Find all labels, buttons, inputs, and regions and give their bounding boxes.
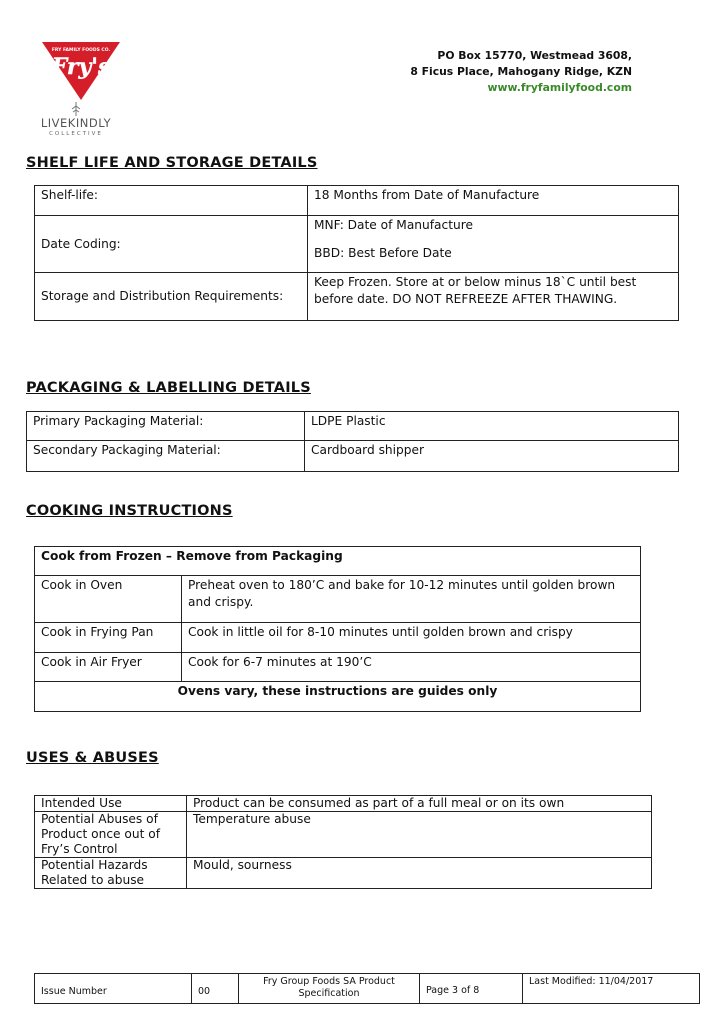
table-row xyxy=(35,858,652,889)
table-cell xyxy=(308,216,679,273)
table-row xyxy=(35,974,700,1004)
date-code-mnf: MNF: Date of Manufacture xyxy=(314,218,473,232)
table-row xyxy=(35,547,641,576)
section-title-uses: USES & ABUSES xyxy=(26,750,159,766)
address-line-1: PO Box 15770, Westmead 3608, xyxy=(437,49,632,62)
table-cell: Potential Abuses of Product once out of Fry’s Control xyxy=(35,812,187,858)
table-cell: Preheat oven to 180’C and bake for 10-12 minutes until golden brown and crispy. xyxy=(182,576,641,623)
collective-name: LIVEKINDLY xyxy=(40,116,112,130)
table-cell: Cook in Oven xyxy=(35,576,182,623)
website-link[interactable]: www.fryfamilyfood.com xyxy=(487,81,632,94)
table-cell: Keep Frozen. Store at or below minus 18`C until best before date. DO NOT REFREEZE AFTER THAWING. xyxy=(308,273,679,321)
packaging-table xyxy=(26,411,679,472)
section-title-cooking: COOKING INSTRUCTIONS xyxy=(26,503,233,519)
table-row xyxy=(35,186,679,216)
cooking-heading: Cook from Frozen – Remove from Packaging xyxy=(35,547,641,576)
collective-sub: COLLECTIVE xyxy=(49,131,103,137)
table-cell: Cook in Frying Pan xyxy=(35,623,182,653)
company-address xyxy=(410,48,632,96)
table-row xyxy=(35,812,652,858)
table-cell: Intended Use xyxy=(35,796,187,812)
footer-issue-value: 00 xyxy=(192,974,239,1004)
footer-page: Page 3 of 8 xyxy=(420,974,523,1004)
uses-table xyxy=(34,795,652,889)
table-row xyxy=(35,216,679,273)
table-cell: Cook for 6-7 minutes at 190’C xyxy=(182,653,641,682)
table-row xyxy=(35,653,641,682)
table-row xyxy=(27,412,679,441)
shelf-life-table xyxy=(34,185,679,321)
table-cell: 18 Months from Date of Manufacture xyxy=(308,186,679,216)
table-cell: LDPE Plastic xyxy=(305,412,679,441)
table-cell: Potential Hazards Related to abuse xyxy=(35,858,187,889)
address-line-2: 8 Ficus Place, Mahogany Ridge, KZN xyxy=(410,65,632,78)
footer-table xyxy=(34,973,700,1004)
logo-brand-text: Fry's xyxy=(51,54,111,80)
table-row xyxy=(35,273,679,321)
section-title-packaging: PACKAGING & LABELLING DETAILS xyxy=(26,380,311,396)
date-code-bbd: BBD: Best Before Date xyxy=(314,246,452,260)
table-row xyxy=(35,576,641,623)
logo-small-text: FRY FAMILY FOODS CO. xyxy=(51,48,111,53)
table-row xyxy=(35,682,641,712)
table-cell: Secondary Packaging Material: xyxy=(27,441,305,472)
table-cell: Product can be consumed as part of a full meal or on its own xyxy=(187,796,652,812)
footer-last-modified: Last Modified: 11/04/2017 xyxy=(523,974,700,1004)
footer-doc-title: Fry Group Foods SA Product Specification xyxy=(239,974,420,1004)
table-cell: Primary Packaging Material: xyxy=(27,412,305,441)
table-cell: Cook in little oil for 8-10 minutes until golden brown and crispy xyxy=(182,623,641,653)
table-row xyxy=(35,796,652,812)
section-title-shelf-life: SHELF LIFE AND STORAGE DETAILS xyxy=(26,155,318,171)
frys-logo xyxy=(38,40,124,102)
leaf-icon xyxy=(69,102,83,116)
cooking-note: Ovens vary, these instructions are guides only xyxy=(35,682,641,712)
table-row xyxy=(27,441,679,472)
table-cell: Cook in Air Fryer xyxy=(35,653,182,682)
table-cell: Temperature abuse xyxy=(187,812,652,858)
table-cell: Cardboard shipper xyxy=(305,441,679,472)
table-cell: Mould, sourness xyxy=(187,858,652,889)
table-cell: Storage and Distribution Requirements: xyxy=(35,273,308,321)
table-cell: Shelf-life: xyxy=(35,186,308,216)
footer-issue-label: Issue Number xyxy=(35,974,192,1004)
table-cell: Date Coding: xyxy=(35,216,308,273)
cooking-table xyxy=(34,546,641,712)
table-row xyxy=(35,623,641,653)
